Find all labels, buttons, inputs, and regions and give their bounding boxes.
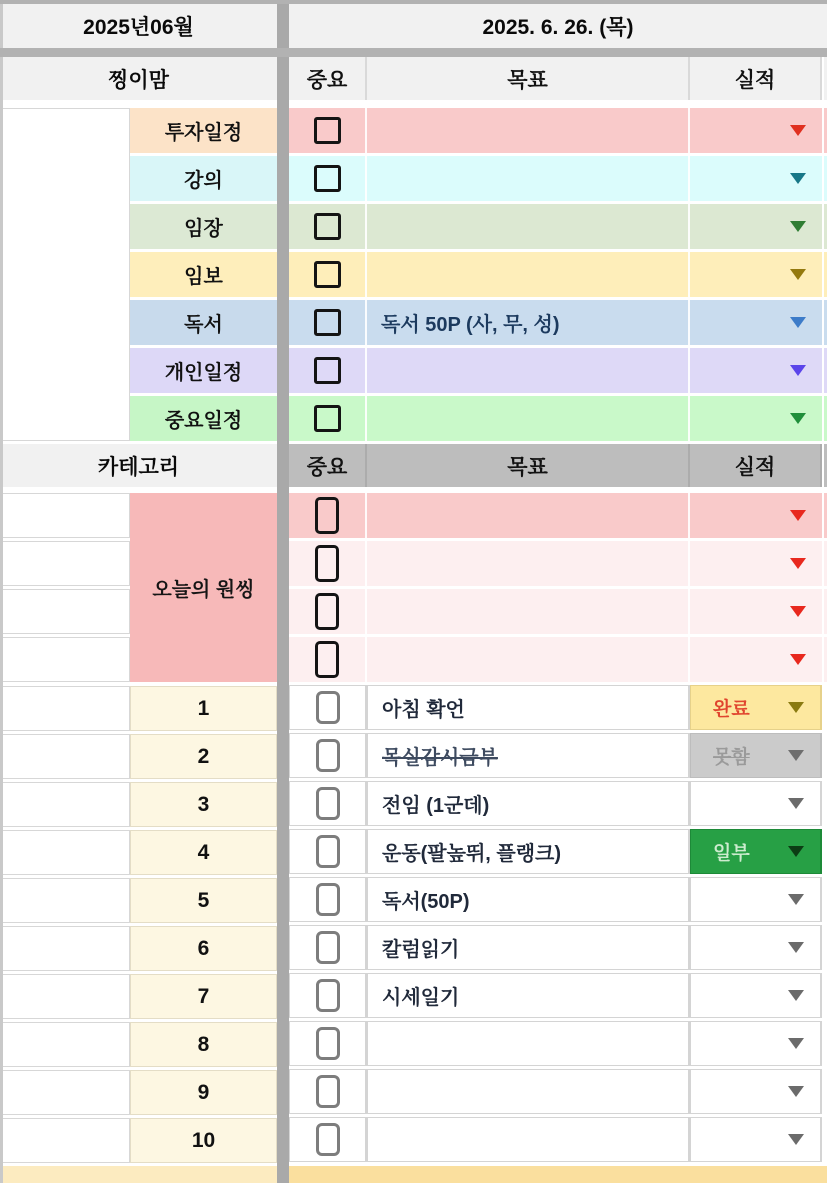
owner-header: 찡이맘 [0,57,277,100]
checkbox[interactable] [314,357,341,384]
task-number: 10 [130,1118,277,1163]
important-checkbox-cell[interactable] [289,108,367,153]
category-row-sitevisit [289,204,827,249]
checkbox[interactable] [314,117,341,144]
status-dropdown-cell[interactable] [690,925,822,970]
task-number-row [0,686,277,731]
status-dropdown-cell[interactable] [690,493,822,538]
category-row-imbo [289,252,827,297]
goal-cell[interactable] [367,1021,690,1066]
status-dropdown-cell[interactable] [690,1117,822,1162]
dropdown-triangle-icon[interactable] [790,173,806,184]
cutoff-column-sliver [822,925,827,970]
goal-cell[interactable] [367,589,690,634]
task-number: 3 [130,782,277,827]
status-dropdown-cell[interactable] [690,396,822,441]
category-row-personal [289,348,827,393]
category-section-header: 카테고리 [0,444,277,487]
category-label-reading: 독서 [130,300,277,345]
dropdown-triangle-icon[interactable] [788,846,804,857]
task-number-row [0,734,277,779]
status-dropdown-cell[interactable] [690,1021,822,1066]
status-dropdown-cell[interactable] [690,781,822,826]
checkbox[interactable] [316,787,340,820]
empty-left-column [0,108,130,441]
empty-cell [0,541,130,586]
dropdown-triangle-icon[interactable] [788,798,804,809]
task-row-1 [289,685,827,730]
column-header-row [289,57,827,100]
category-label-personal: 개인일정 [130,348,277,393]
category-row-lecture [289,156,827,201]
task-number: 6 [130,926,277,971]
cutoff-column-sliver [822,1069,827,1114]
empty-cell [0,637,130,682]
dropdown-triangle-icon[interactable] [788,1086,804,1097]
important-checkbox-cell[interactable] [289,1117,367,1162]
status-dropdown-cell[interactable] [690,637,822,682]
goal-cell[interactable] [367,204,690,249]
checkbox[interactable] [314,405,341,432]
dropdown-triangle-icon[interactable] [790,558,806,569]
one-thing-row [289,493,827,538]
goal-cell[interactable] [367,348,690,393]
goal-cell[interactable] [367,1117,690,1162]
one-thing-label: 오늘의 원씽 [130,493,277,682]
goal-cell[interactable]: 운동(팔높뛰, 플랭크) [367,829,690,874]
task-number-row [0,830,277,875]
dropdown-triangle-icon[interactable] [790,606,806,617]
bottom-next-row-strip-left [0,1166,277,1183]
empty-cell [0,734,130,779]
checkbox[interactable] [316,1075,340,1108]
goal-cell[interactable] [367,1069,690,1114]
empty-cell [0,493,130,538]
important-checkbox-cell[interactable] [289,493,367,538]
checkbox[interactable] [316,1027,340,1060]
task-number-row [0,1070,277,1115]
checkbox[interactable] [316,883,340,916]
goal-cell[interactable] [367,541,690,586]
cutoff-column-sliver [822,733,827,778]
task-row-6 [289,925,827,970]
goal-cell[interactable] [367,108,690,153]
cutoff-column-sliver [822,541,827,586]
empty-cell [0,926,130,971]
goal-cell[interactable] [367,156,690,201]
status-dropdown-cell[interactable] [690,108,822,153]
important-checkbox-cell[interactable] [289,637,367,682]
category-row-invest [289,108,827,153]
left-pane [0,4,277,1166]
cutoff-column-sliver [822,396,827,441]
important-checkbox-cell[interactable] [289,252,367,297]
checkbox[interactable] [316,979,340,1012]
task-number: 2 [130,734,277,779]
checkbox[interactable] [314,261,341,288]
category-label-imbo: 임보 [130,252,277,297]
dropdown-triangle-icon[interactable] [790,654,806,665]
goal-cell[interactable] [367,493,690,538]
status-dropdown-cell[interactable] [690,829,822,874]
checkbox[interactable] [316,739,340,772]
column-header-result: 실적 [690,57,822,100]
one-thing-row [289,637,827,682]
empty-cell [0,782,130,827]
status-label: 일부 [713,843,750,864]
status-label: 못함 [713,747,750,768]
cutoff-column-sliver [822,493,827,538]
dropdown-triangle-icon[interactable] [788,1134,804,1145]
goal-cell[interactable]: 독서(50P) [367,877,690,922]
status-dropdown-cell[interactable] [690,300,822,345]
category-labels-section [0,108,277,441]
left-edge-line [0,0,3,1183]
task-row-7 [289,973,827,1018]
checkbox[interactable] [315,497,339,534]
task-number: 7 [130,974,277,1019]
cutoff-column-sliver [822,300,827,345]
goal-cell[interactable]: 목실감시금부 [367,733,690,778]
important-checkbox-cell[interactable] [289,204,367,249]
empty-cell [0,830,130,875]
goal-cell[interactable]: 전임 (1군데) [367,781,690,826]
status-dropdown-cell[interactable] [690,589,822,634]
cutoff-column-sliver [822,252,827,297]
dropdown-triangle-icon[interactable] [790,510,806,521]
checkbox[interactable] [316,835,340,868]
important-checkbox-cell[interactable] [289,973,367,1018]
checkbox[interactable] [316,691,340,724]
important-checkbox-cell[interactable] [289,589,367,634]
checkbox[interactable] [316,1123,340,1156]
category-column-header-row [289,444,827,487]
one-thing-left-section [0,493,277,682]
empty-cell [0,1118,130,1163]
checkbox[interactable] [314,309,341,336]
empty-cell [0,1022,130,1067]
category-row-reading [289,300,827,345]
task-row-4 [289,829,827,874]
task-number: 4 [130,830,277,875]
date-header: 2025. 6. 26. (목) [289,4,827,48]
checkbox[interactable] [315,545,339,582]
task-number: 8 [130,1022,277,1067]
status-label: 완료 [713,699,750,720]
checkbox[interactable] [314,165,341,192]
top-frame-band [0,0,827,4]
one-thing-row [289,589,827,634]
cutoff-column-sliver [822,637,827,682]
important-checkbox-cell[interactable] [289,829,367,874]
cutoff-column-sliver [822,1117,827,1162]
header-divider-band [0,48,827,57]
important-checkbox-cell[interactable] [289,685,367,730]
dropdown-triangle-icon[interactable] [790,365,806,376]
cutoff-column-sliver [822,781,827,826]
category-row-important [289,396,827,441]
important-checkbox-cell[interactable] [289,1069,367,1114]
important-checkbox-cell[interactable] [289,348,367,393]
dropdown-triangle-icon[interactable] [790,221,806,232]
empty-cell [0,878,130,923]
important-checkbox-cell[interactable] [289,781,367,826]
important-checkbox-cell[interactable] [289,877,367,922]
month-header: 2025년06월 [0,4,277,48]
dropdown-triangle-icon[interactable] [788,1038,804,1049]
task-row-2 [289,733,827,778]
task-number-row [0,926,277,971]
status-dropdown-cell[interactable] [690,877,822,922]
checkbox[interactable] [314,213,341,240]
status-dropdown-cell[interactable] [690,541,822,586]
dropdown-triangle-icon[interactable] [788,990,804,1001]
task-row-8 [289,1021,827,1066]
important-checkbox-cell[interactable] [289,396,367,441]
category-label-sitevisit: 임장 [130,204,277,249]
goal-cell[interactable]: 시세일기 [367,973,690,1018]
important-checkbox-cell[interactable] [289,733,367,778]
dropdown-triangle-icon[interactable] [788,942,804,953]
status-dropdown-cell[interactable] [690,348,822,393]
task-row-10 [289,1117,827,1162]
goal-cell[interactable] [367,252,690,297]
status-dropdown-cell[interactable] [690,733,822,778]
task-number-row [0,974,277,1019]
column-header-important: 중요 [289,444,367,487]
status-dropdown-cell[interactable] [690,973,822,1018]
goal-cell[interactable]: 아침 확언 [367,685,690,730]
cutoff-column-sliver [822,973,827,1018]
important-checkbox-cell[interactable] [289,300,367,345]
category-label-invest: 투자일정 [130,108,277,153]
checkbox[interactable] [315,593,339,630]
empty-cell [0,686,130,731]
important-checkbox-cell[interactable] [289,541,367,586]
task-number: 1 [130,686,277,731]
cutoff-column-sliver [822,57,827,100]
empty-cell [0,974,130,1019]
status-dropdown-cell[interactable] [690,252,822,297]
cutoff-column-sliver [822,348,827,393]
goal-cell[interactable] [367,396,690,441]
empty-cell [0,589,130,634]
dropdown-triangle-icon[interactable] [790,317,806,328]
important-checkbox-cell[interactable] [289,156,367,201]
dropdown-triangle-icon[interactable] [788,894,804,905]
task-row-9 [289,1069,827,1114]
dropdown-triangle-icon[interactable] [790,125,806,136]
task-number-row [0,878,277,923]
cutoff-column-sliver [822,877,827,922]
status-dropdown-cell[interactable] [690,204,822,249]
bottom-next-row-strip-right [289,1166,827,1183]
status-dropdown-cell[interactable] [690,685,822,730]
goal-cell[interactable]: 칼럼읽기 [367,925,690,970]
category-label-important: 중요일정 [130,396,277,441]
pane-divider [277,0,289,1183]
empty-cell [0,1070,130,1115]
dropdown-triangle-icon[interactable] [788,750,804,761]
cutoff-column-sliver [822,444,827,487]
task-row-5 [289,877,827,922]
cutoff-column-sliver [822,589,827,634]
important-checkbox-cell[interactable] [289,925,367,970]
task-number-row [0,782,277,827]
cutoff-column-sliver [822,829,827,874]
checkbox[interactable] [315,641,339,678]
one-thing-row [289,541,827,586]
right-pane [289,4,827,1165]
column-header-result: 실적 [690,444,822,487]
cutoff-column-sliver [822,685,827,730]
status-dropdown-cell[interactable] [690,156,822,201]
goal-cell[interactable] [367,637,690,682]
cutoff-column-sliver [822,204,827,249]
cutoff-column-sliver [822,108,827,153]
task-row-3 [289,781,827,826]
column-header-goal: 목표 [367,57,690,100]
task-number: 9 [130,1070,277,1115]
important-checkbox-cell[interactable] [289,1021,367,1066]
category-labels-column [130,108,277,441]
checkbox[interactable] [316,931,340,964]
column-header-goal: 목표 [367,444,690,487]
status-dropdown-cell[interactable] [690,1069,822,1114]
goal-cell[interactable]: 독서 50P (사, 무, 성) [367,300,690,345]
task-number-row [0,1118,277,1163]
dropdown-triangle-icon[interactable] [788,702,804,713]
task-number: 5 [130,878,277,923]
category-label-lecture: 강의 [130,156,277,201]
dropdown-triangle-icon[interactable] [790,413,806,424]
column-header-important: 중요 [289,57,367,100]
cutoff-column-sliver [822,1021,827,1066]
cutoff-column-sliver [822,156,827,201]
dropdown-triangle-icon[interactable] [790,269,806,280]
task-number-row [0,1022,277,1067]
